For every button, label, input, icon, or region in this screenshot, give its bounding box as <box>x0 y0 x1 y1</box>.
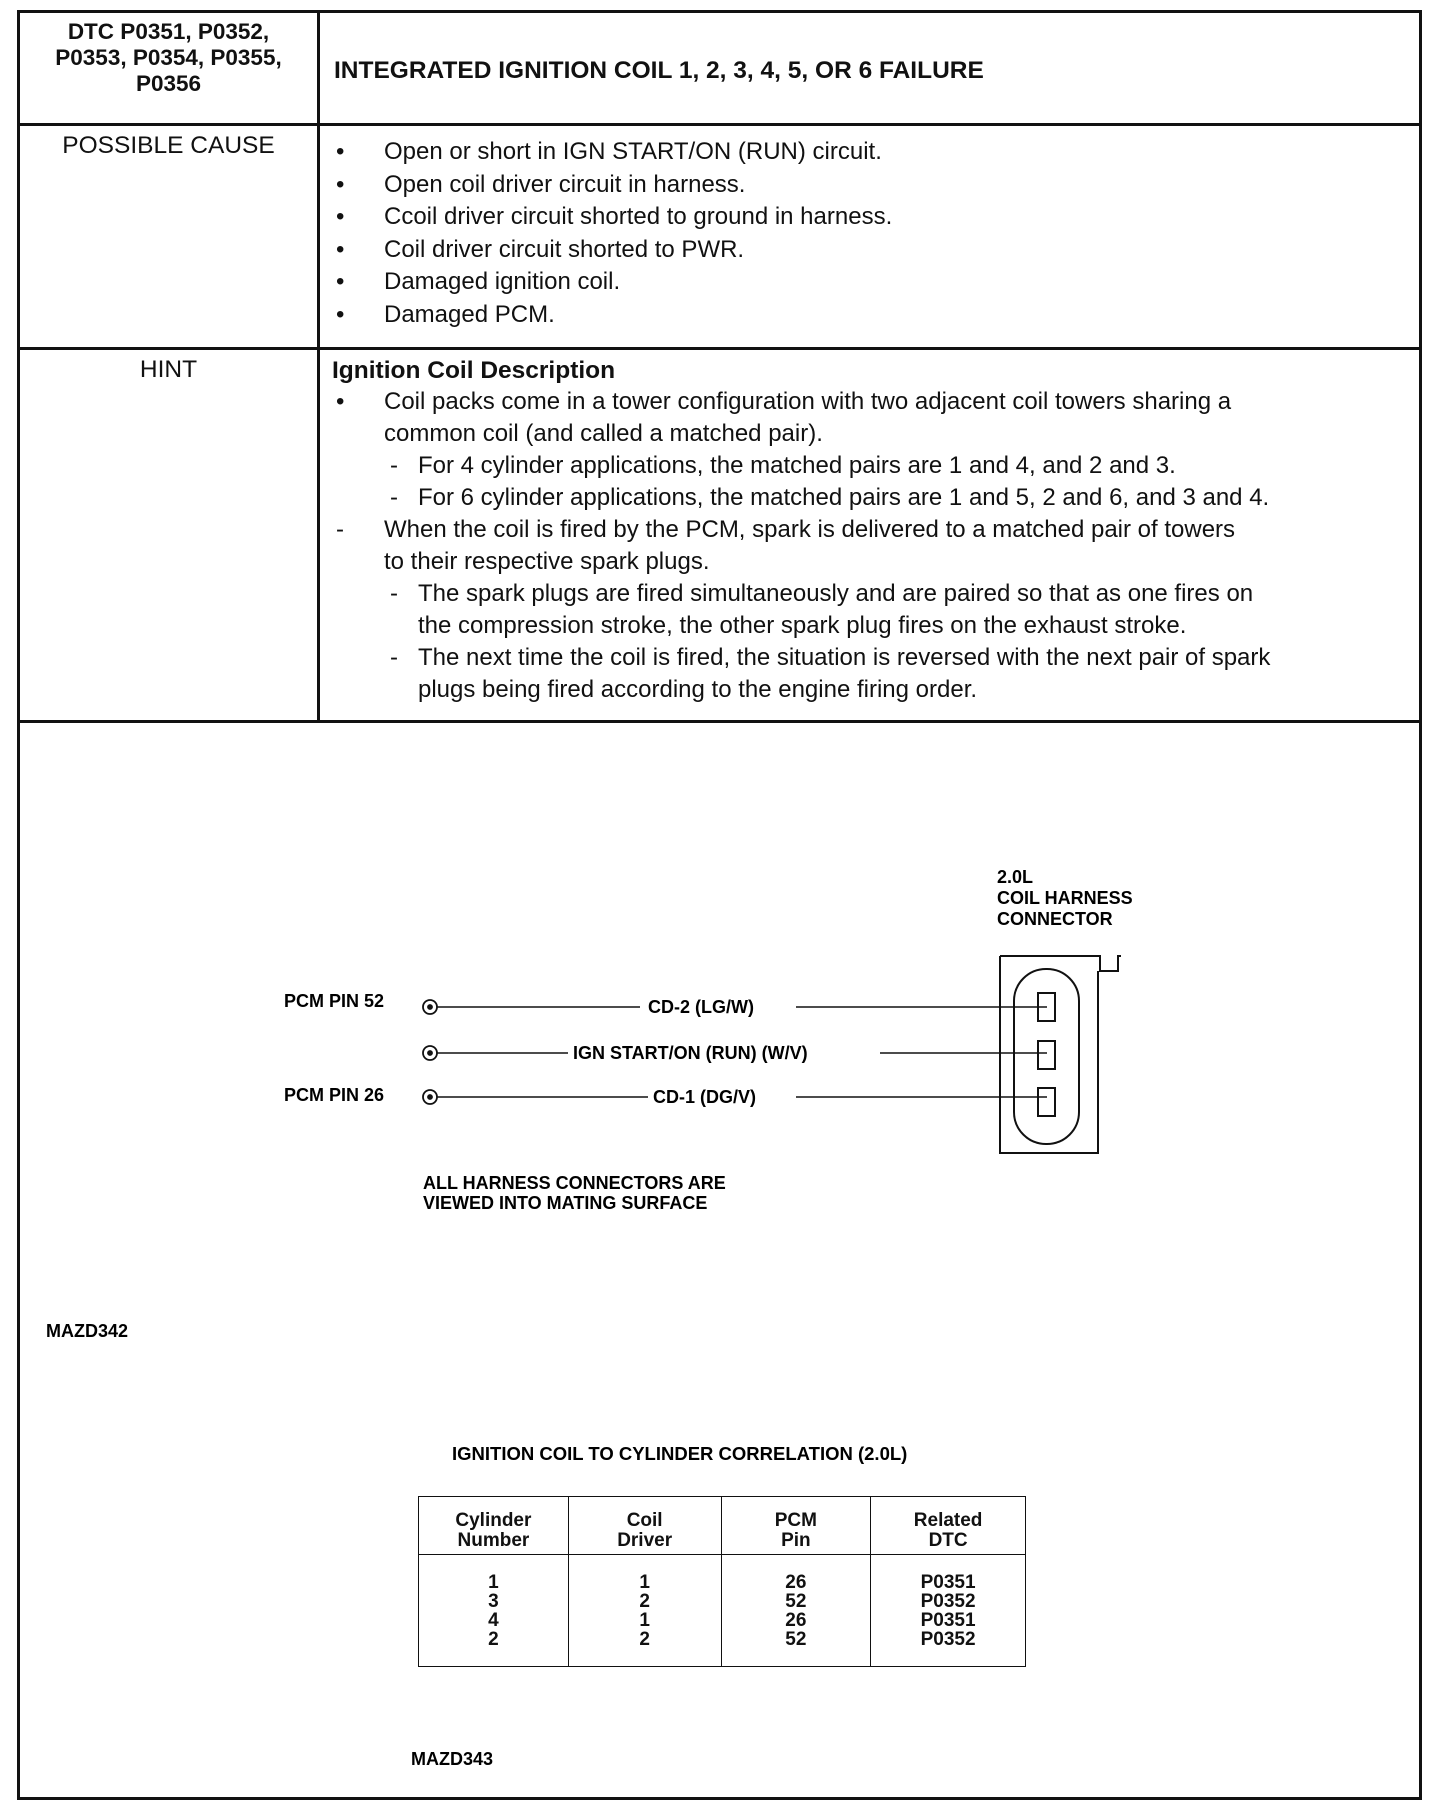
coil-driver-cell: 1 2 1 2 <box>568 1555 721 1667</box>
table-header-row <box>419 1497 1026 1555</box>
terminal-icon <box>423 1000 437 1104</box>
dtc-title: INTEGRATED IGNITION COIL 1, 2, 3, 4, 5, OR 6 FAILURE <box>334 57 984 84</box>
pcm-pin-cell: 26 52 26 52 <box>721 1555 871 1667</box>
column-header: Related DTC <box>871 1497 1026 1555</box>
dtc-code-line: DTC P0351, P0352, <box>67 19 270 44</box>
dtc-code-line: P0356 <box>135 71 202 96</box>
pcm-pin-26-label: PCM PIN 26 <box>284 1085 385 1105</box>
wire-cd1-label: CD-1 (DG/V) <box>653 1087 756 1107</box>
correlation-title: IGNITION COIL TO CYLINDER CORRELATION (2.0L) <box>452 1443 908 1464</box>
connector-title-line: CONNECTOR <box>997 909 1113 929</box>
figure-id-mazd343: MAZD343 <box>411 1749 494 1769</box>
hint-text-line: plugs being fired according to the engine firing order. <box>418 676 978 703</box>
hint-text-line: to their respective spark plugs. <box>384 548 710 575</box>
column-header: Coil Driver <box>568 1497 721 1555</box>
hint-text-line: the compression stroke, the other spark plug fires on the exhaust stroke. <box>418 612 1187 639</box>
hint-text-line: The spark plugs are fired simultaneously and are paired so that as one fires on <box>418 580 1254 607</box>
connector-note-line: ALL HARNESS CONNECTORS ARE <box>423 1173 726 1193</box>
dash-marker: - <box>390 644 398 671</box>
connector-note-line: VIEWED INTO MATING SURFACE <box>423 1193 708 1213</box>
related-dtc-cell: P0351 P0352 P0351 P0352 <box>871 1555 1026 1667</box>
list-item: • Ccoil driver circuit shorted to ground in harness. <box>332 201 1419 234</box>
figure-id-mazd342: MAZD342 <box>46 1321 129 1341</box>
dtc-code-line: P0353, P0354, P0355, <box>55 45 282 70</box>
list-item: • Open coil driver circuit in harness. <box>332 169 1419 202</box>
connector-title-line: COIL HARNESS <box>997 888 1133 908</box>
dash-marker: - <box>390 452 398 479</box>
list-item: • Damaged PCM. <box>332 299 1419 332</box>
column-header: PCM Pin <box>721 1497 871 1555</box>
column-header: Cylinder Number <box>419 1497 569 1555</box>
wire-cd2-label: CD-2 (LG/W) <box>648 997 754 1017</box>
hint-text-line: common coil (and called a matched pair). <box>384 420 823 447</box>
pcm-pin-52-label: PCM PIN 52 <box>284 991 385 1011</box>
dash-marker: - <box>390 580 398 607</box>
wire-ign-label: IGN START/ON (RUN) (W/V) <box>573 1043 808 1063</box>
possible-cause-label: POSSIBLE CAUSE <box>62 132 275 159</box>
table-row <box>419 1555 1026 1667</box>
hint-text-line: Coil packs come in a tower configuration with two adjacent coil towers sharing a <box>384 388 1232 415</box>
list-item: • Open or short in IGN START/ON (RUN) circuit. <box>332 136 1419 169</box>
list-item: • Coil driver circuit shorted to PWR. <box>332 234 1419 267</box>
hint-text-line: The next time the coil is fired, the situation is reversed with the next pair of spark <box>418 644 1271 671</box>
coil-harness-connector <box>1000 956 1121 1153</box>
dtc-sheet <box>17 10 1422 1800</box>
list-item: • Damaged ignition coil. <box>332 266 1419 299</box>
dash-marker: - <box>390 484 398 511</box>
dash-marker: - <box>336 516 344 543</box>
correlation-table <box>418 1496 1026 1667</box>
hint-title: Ignition Coil Description <box>332 357 616 384</box>
hint-text-line: For 6 cylinder applications, the matched pairs are 1 and 5, 2 and 6, and 3 and 4. <box>418 484 1270 511</box>
hint-label: HINT <box>139 356 198 383</box>
connector-title-line: 2.0L <box>997 867 1034 887</box>
cylinder-number-cell: 1 3 4 2 <box>419 1555 569 1667</box>
hint-text-line: For 4 cylinder applications, the matched pairs are 1 and 4, and 2 and 3. <box>418 452 1176 479</box>
hint-text-line: When the coil is fired by the PCM, spark is delivered to a matched pair of towers <box>384 516 1236 543</box>
bullet-marker: • <box>336 388 345 415</box>
